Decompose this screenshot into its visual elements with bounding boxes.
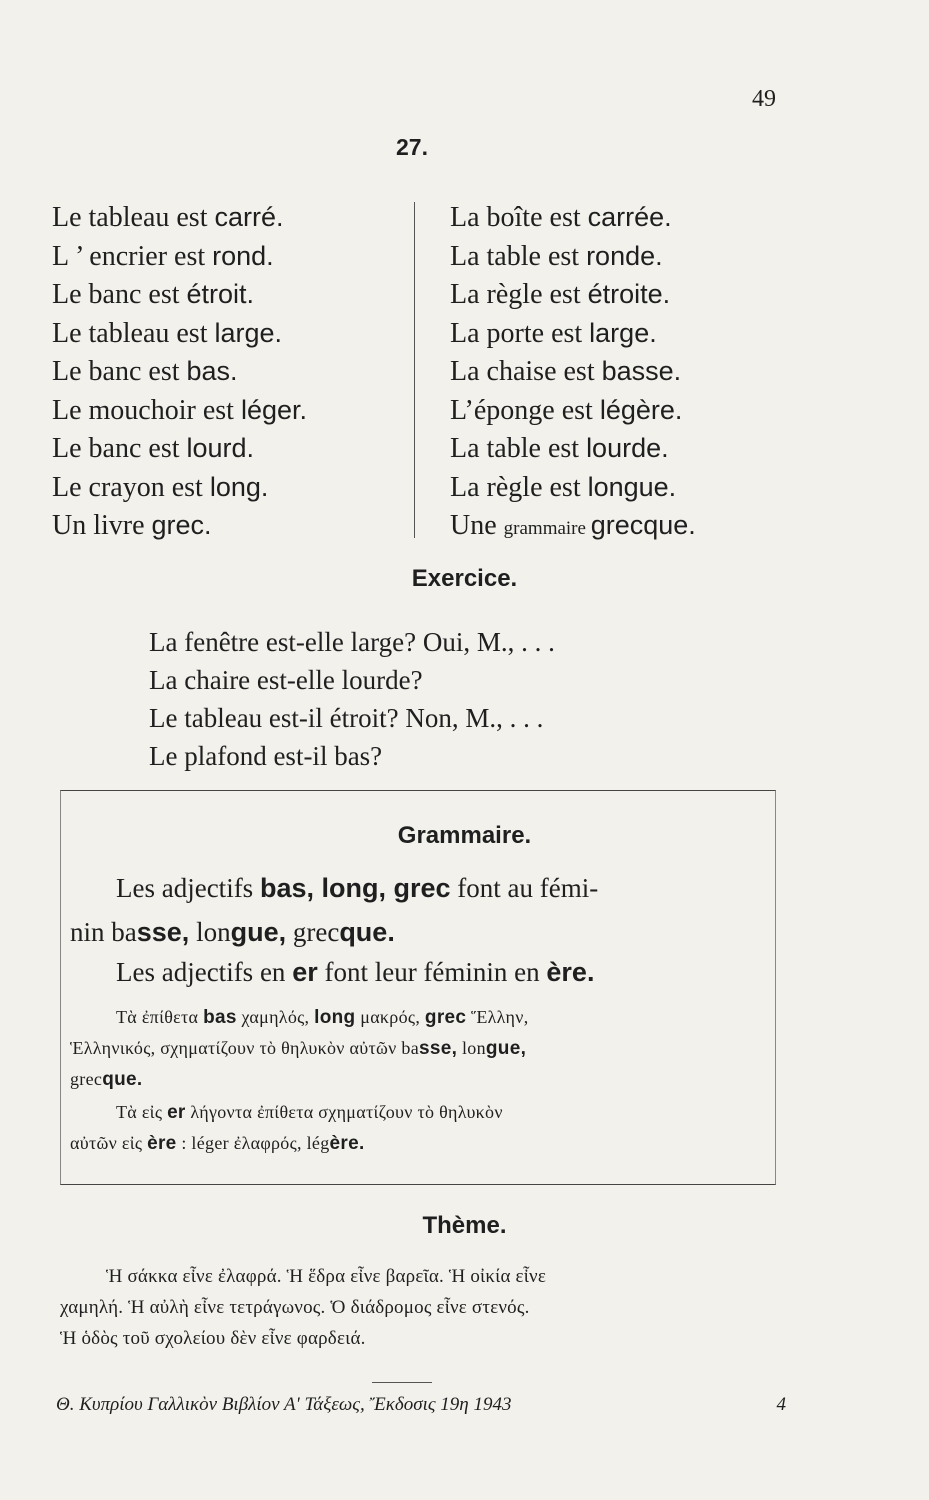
exercise-question: Le plafond est-il bas? bbox=[149, 741, 383, 771]
grammar-rule-2: Les adjectifs en er font leur féminin en ère. bbox=[116, 957, 595, 987]
footer-rule bbox=[372, 1382, 432, 1383]
vocab-line: L’éponge est légère. bbox=[450, 394, 683, 426]
footer-imprint: Θ. Κυπρίου Γαλλικὸν Βιβλίον Α' Τάξεως, Ἔκδοσις 19η 1943 bbox=[56, 1394, 512, 1415]
exercise-question: Le tableau est-il étroit? Non, M., . . . bbox=[149, 703, 544, 733]
theme-line: Ἡ σάκκα εἶνε ἐλαφρά. Ἡ ἕδρα εἶνε βαρεῖα. Ἡ οἰκία εἶνε bbox=[106, 1266, 547, 1287]
vocab-line: La table est lourde. bbox=[450, 433, 669, 464]
vocab-line: Le banc est bas. bbox=[52, 356, 238, 387]
exercise-questions bbox=[149, 623, 555, 775]
vocab-column-feminine bbox=[450, 198, 810, 545]
vocab-line: La boîte est carrée. bbox=[450, 202, 672, 233]
grammar-greek-1: Τὰ ἐπίθετα bas χαμηλός, long μακρός, grec Ἕλλην, Ἑλληνικός, σχηματίζουν τὸ θηλυκὸν αὐτῶν basse, longue, grecque. bbox=[70, 1007, 529, 1090]
theme-text bbox=[60, 1261, 778, 1354]
page-number: 49 bbox=[752, 86, 776, 112]
vocab-line: La table est ronde. bbox=[450, 240, 663, 272]
vocab-line: La chaise est basse. bbox=[450, 356, 682, 387]
vocab-column-masculine bbox=[52, 198, 402, 545]
vocab-line: Le banc est étroit. bbox=[52, 279, 255, 310]
grammar-greek-2: Τὰ εἰς er λήγοντα ἐπίθετα σχηματίζουν τὸ θηλυκὸν αὐτῶν εἰς ère : léger ἐλαφρός, légère. bbox=[70, 1102, 503, 1154]
vocab-line: Le crayon est long. bbox=[52, 471, 269, 503]
theme-line: χαμηλή. Ἡ αὐλὴ εἶνε τετράγωνος. Ὁ διάδρομος εἶνε στενός. bbox=[60, 1297, 530, 1318]
vocab-line: Le banc est lourd. bbox=[52, 433, 255, 464]
exercise-question: La fenêtre est-elle large? Oui, M., . . . bbox=[149, 627, 555, 657]
vocab-line: La règle est étroite. bbox=[450, 279, 671, 310]
column-divider bbox=[414, 202, 415, 538]
vocab-line: L ’ encrier est rond. bbox=[52, 240, 274, 272]
lesson-number: 27. bbox=[396, 134, 428, 160]
vocab-line: Une grammaire grecque. bbox=[450, 510, 696, 541]
vocab-line: La règle est longue. bbox=[450, 471, 677, 503]
vocab-line: La porte est large. bbox=[450, 317, 657, 349]
grammar-heading: Grammaire. bbox=[397, 822, 532, 849]
signature-mark: 4 bbox=[776, 1394, 786, 1415]
vocab-line: Le tableau est carré. bbox=[52, 202, 284, 233]
theme-heading: Thème. bbox=[422, 1212, 507, 1239]
vocab-line: Un livre grec. bbox=[52, 510, 212, 541]
vocab-line: Le tableau est large. bbox=[52, 317, 283, 349]
footer bbox=[56, 1394, 786, 1416]
exercise-question: La chaire est-elle lourde? bbox=[149, 665, 423, 695]
theme-line: Ἡ ὁδὸς τοῦ σχολείου δὲν εἶνε φαρδειά. bbox=[60, 1328, 366, 1349]
grammar-rule-1: Les adjectifs bas, long, grec font au fémi- nin basse, longue, grecque. bbox=[70, 873, 599, 947]
vocab-line: Le mouchoir est léger. bbox=[52, 394, 308, 426]
exercise-heading: Exercice. bbox=[411, 565, 518, 592]
